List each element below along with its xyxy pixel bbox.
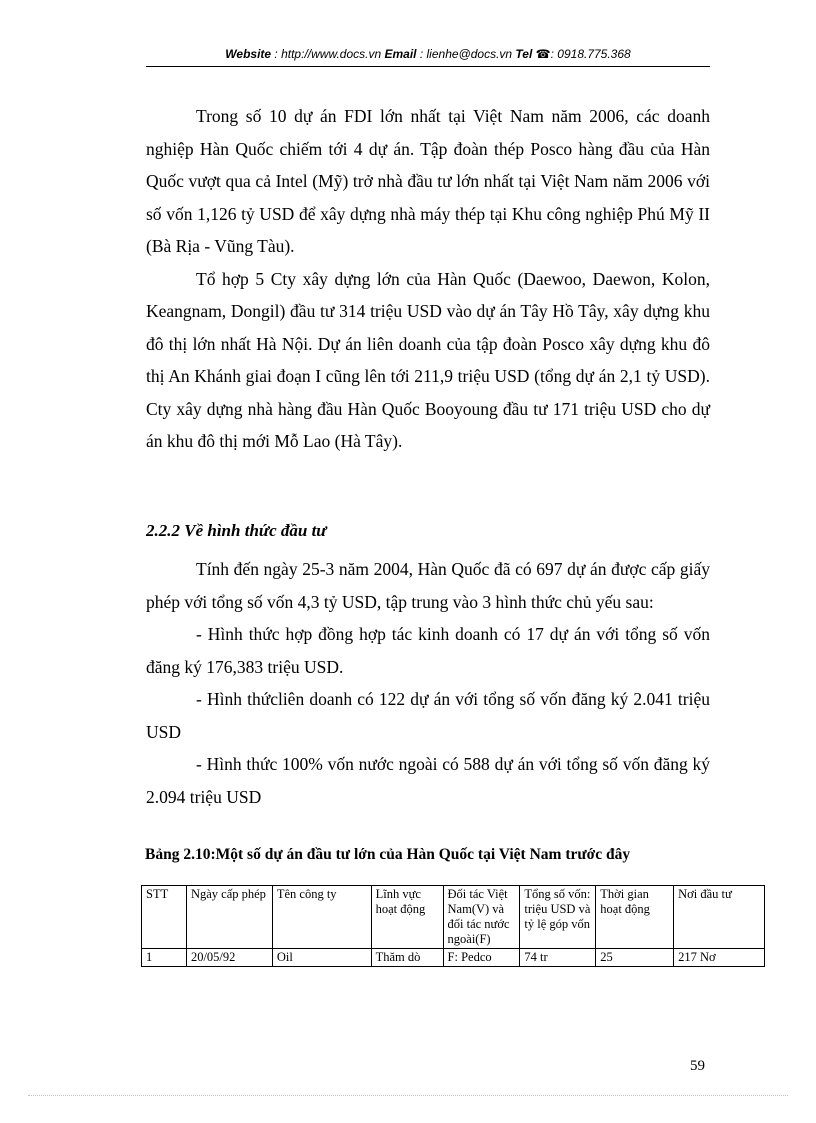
list-item: - Hình thức 100% vốn nước ngoài có 588 dự án với tổng số vốn đăng ký 2.094 triệu USD <box>146 754 710 807</box>
column-header: Nơi đầu tư <box>674 886 765 949</box>
table-cell: 74 tr <box>520 949 596 967</box>
page-number: 59 <box>690 1058 705 1074</box>
table-caption: Bảng 2.10:Một số dự án đầu tư lớn của Hàn Quốc tại Việt Nam trước đây <box>145 846 631 863</box>
website-value[interactable]: : http://www.docs.vn <box>274 47 382 61</box>
tel-label: Tel <box>515 47 533 61</box>
footer-divider <box>28 1095 788 1096</box>
table-row <box>142 949 765 967</box>
projects-table <box>141 885 765 967</box>
email-label: Email <box>384 47 417 61</box>
column-header: Tổng số vốn: triệu USD và tỷ lệ góp vốn <box>520 886 596 949</box>
table-cell: Thăm dò <box>371 949 443 967</box>
table-cell: 20/05/92 <box>186 949 272 967</box>
website-label: Website <box>225 47 272 61</box>
list-item: - Hình thức hợp đồng hợp tác kinh doanh có 17 dự án với tổng số vốn đăng ký 176,383 triệu USD. <box>146 624 710 677</box>
column-header: Đối tác Việt Nam(V) và đối tác nước ngoài(F) <box>443 886 520 949</box>
header-divider <box>146 66 710 67</box>
section-heading: 2.2.2 Về hình thức đầu tư <box>146 521 327 540</box>
table-cell: 217 Nơ <box>674 949 765 967</box>
table-header-row <box>142 886 765 949</box>
column-header: Lĩnh vực hoạt động <box>371 886 443 949</box>
column-header: STT <box>142 886 187 949</box>
section-text <box>146 553 710 813</box>
column-header: Tên công ty <box>272 886 371 949</box>
paragraph: Tổ hợp 5 Cty xây dựng lớn của Hàn Quốc (Daewoo, Daewon, Kolon, Keangnam, Dongil) đầu tư 314 triệu USD vào dự án Tây Hồ Tây, xây dựng khu đô thị lớn nhất Hà Nội. Dự án liên doanh của tập đoàn Posco xây dựng khu đô thị An Khánh giai đoạn I cũng lên tới 211,9 triệu USD (tổng dự án 2,1 tỷ USD). Cty xây dựng nhà hàng đầu Hàn Quốc Booyoung đầu tư 171 triệu USD cho dự án khu đô thị mới Mỗ Lao (Hà Tây). <box>146 268 710 451</box>
column-header: Thời gian hoạt động <box>596 886 674 949</box>
email-value[interactable]: : lienhe@docs.vn <box>419 47 513 61</box>
tel-value: : 0918.775.368 <box>550 47 631 61</box>
table-cell: 25 <box>596 949 674 967</box>
table-cell: 1 <box>142 949 187 967</box>
column-header: Ngày cấp phép <box>186 886 272 949</box>
table-cell: F: Pedco <box>443 949 520 967</box>
paragraph: Trong số 10 dự án FDI lớn nhất tại Việt Nam năm 2006, các doanh nghiệp Hàn Quốc chiếm tới 4 dự án. Tập đoàn thép Posco hàng đầu của Hàn Quốc vượt qua cả Intel (Mỹ) trở nhà đầu tư lớn nhất tại Việt Nam năm 2006 với số vốn 1,126 tỷ USD để xây dựng nhà máy thép tại Khu công nghiệp Phú Mỹ II (Bà Rịa - Vũng Tàu). <box>146 106 710 256</box>
page-header <box>146 47 710 61</box>
list-item: - Hình thứcliên doanh có 122 dự án với tổng số vốn đăng ký 2.041 triệu USD <box>146 689 710 742</box>
paragraph: Tính đến ngày 25-3 năm 2004, Hàn Quốc đã có 697 dự án được cấp giấy phép với tổng số vốn 4,3 tỷ USD, tập trung vào 3 hình thức chủ yếu sau: <box>146 559 710 612</box>
table-cell: Oil <box>272 949 371 967</box>
intro-text <box>146 100 710 458</box>
phone-icon: ☎ <box>535 47 551 61</box>
